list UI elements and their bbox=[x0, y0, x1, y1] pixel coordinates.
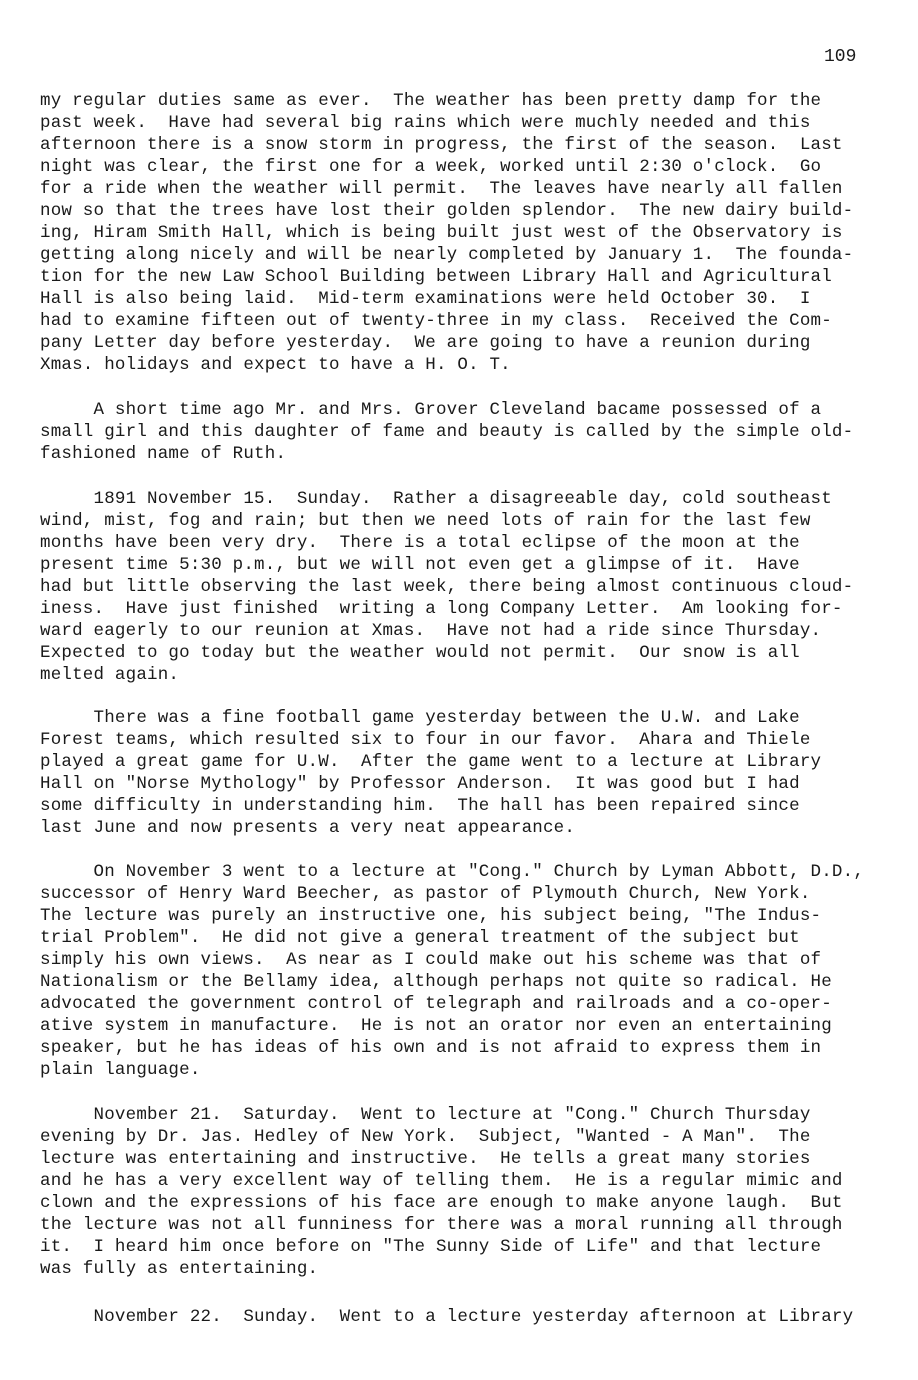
text-line: and he has a very excellent way of telling them. He is a regular mimic and bbox=[40, 1171, 843, 1191]
text-line: it. I heard him once before on "The Sunny Side of Life" and that lecture bbox=[40, 1237, 822, 1257]
text-line: lecture was entertaining and instructive. He tells a great many stories bbox=[40, 1149, 811, 1169]
text-line: iness. Have just finished writing a long Company Letter. Am looking for- bbox=[40, 599, 843, 619]
text-line: night was clear, the first one for a week, worked until 2:30 o'clock. Go bbox=[40, 157, 822, 177]
page-number: 109 bbox=[824, 47, 857, 67]
text-line: last June and now presents a very neat appearance. bbox=[40, 818, 576, 838]
text-line: ing, Hiram Smith Hall, which is being built just west of the Observatory is bbox=[40, 223, 843, 243]
text-line: evening by Dr. Jas. Hedley of New York. Subject, "Wanted - A Man". The bbox=[40, 1127, 811, 1147]
text-line: November 22. Sunday. Went to a lecture yesterday afternoon at Library bbox=[40, 1307, 854, 1327]
text-line: my regular duties same as ever. The weather has been pretty damp for the bbox=[40, 91, 822, 111]
text-line: speaker, but he has ideas of his own and is not afraid to express them in bbox=[40, 1038, 822, 1058]
text-line: plain language. bbox=[40, 1060, 201, 1080]
text-line: trial Problem". He did not give a general treatment of the subject but bbox=[40, 928, 800, 948]
text-line: ward eagerly to our reunion at Xmas. Have not had a ride since Thursday. bbox=[40, 621, 822, 641]
text-line: ative system in manufacture. He is not an orator nor even an entertaining bbox=[40, 1016, 832, 1036]
text-line: getting along nicely and will be nearly completed by January 1. The founda- bbox=[40, 245, 854, 265]
text-line: some difficulty in understanding him. The hall has been repaired since bbox=[40, 796, 800, 816]
text-line: tion for the new Law School Building between Library Hall and Agricultural bbox=[40, 267, 832, 287]
text-line: was fully as entertaining. bbox=[40, 1259, 319, 1279]
text-line: small girl and this daughter of fame and beauty is called by the simple old- bbox=[40, 422, 854, 442]
text-line: Expected to go today but the weather would not permit. Our snow is all bbox=[40, 643, 800, 663]
text-line: for a ride when the weather will permit. The leaves have nearly all fallen bbox=[40, 179, 843, 199]
text-line: Hall on "Norse Mythology" by Professor Anderson. It was good but I had bbox=[40, 774, 800, 794]
text-line: melted again. bbox=[40, 665, 180, 685]
text-line: Nationalism or the Bellamy idea, although perhaps not quite so radical. He bbox=[40, 972, 832, 992]
text-line: had to examine fifteen out of twenty-three in my class. Received the Com- bbox=[40, 311, 832, 331]
text-line: advocated the government control of telegraph and railroads and a co-oper- bbox=[40, 994, 832, 1014]
text-line: past week. Have had several big rains which were muchly needed and this bbox=[40, 113, 811, 133]
text-line: The lecture was purely an instructive one, his subject being, "The Indus- bbox=[40, 906, 822, 926]
text-line: Hall is also being laid. Mid-term examinations were held October 30. I bbox=[40, 289, 811, 309]
text-line: clown and the expressions of his face are enough to make anyone laugh. But bbox=[40, 1193, 843, 1213]
text-line: simply his own views. As near as I could make out his scheme was that of bbox=[40, 950, 822, 970]
text-line: 1891 November 15. Sunday. Rather a disagreeable day, cold southeast bbox=[40, 489, 832, 509]
text-line: played a great game for U.W. After the game went to a lecture at Library bbox=[40, 752, 822, 772]
text-line: There was a fine football game yesterday between the U.W. and Lake bbox=[40, 708, 800, 728]
text-line: successor of Henry Ward Beecher, as pastor of Plymouth Church, New York. bbox=[40, 884, 811, 904]
text-line: months have been very dry. There is a total eclipse of the moon at the bbox=[40, 533, 800, 553]
text-line: On November 3 went to a lecture at "Cong." Church by Lyman Abbott, D.D., bbox=[40, 862, 865, 882]
text-line: pany Letter day before yesterday. We are going to have a reunion during bbox=[40, 333, 811, 353]
text-line: A short time ago Mr. and Mrs. Grover Cleveland bacame possessed of a bbox=[40, 400, 822, 420]
text-line: November 21. Saturday. Went to lecture at "Cong." Church Thursday bbox=[40, 1105, 811, 1125]
text-line: wind, mist, fog and rain; but then we need lots of rain for the last few bbox=[40, 511, 811, 531]
text-line: the lecture was not all funniness for there was a moral running all through bbox=[40, 1215, 843, 1235]
text-line: had but little observing the last week, there being almost continuous cloud- bbox=[40, 577, 854, 597]
text-line: fashioned name of Ruth. bbox=[40, 444, 287, 464]
text-line: now so that the trees have lost their golden splendor. The new dairy build- bbox=[40, 201, 854, 221]
text-line: present time 5:30 p.m., but we will not even get a glimpse of it. Have bbox=[40, 555, 800, 575]
text-line: Forest teams, which resulted six to four in our favor. Ahara and Thiele bbox=[40, 730, 811, 750]
text-line: Xmas. holidays and expect to have a H. O. T. bbox=[40, 355, 511, 375]
text-line: afternoon there is a snow storm in progress, the first of the season. Last bbox=[40, 135, 843, 155]
